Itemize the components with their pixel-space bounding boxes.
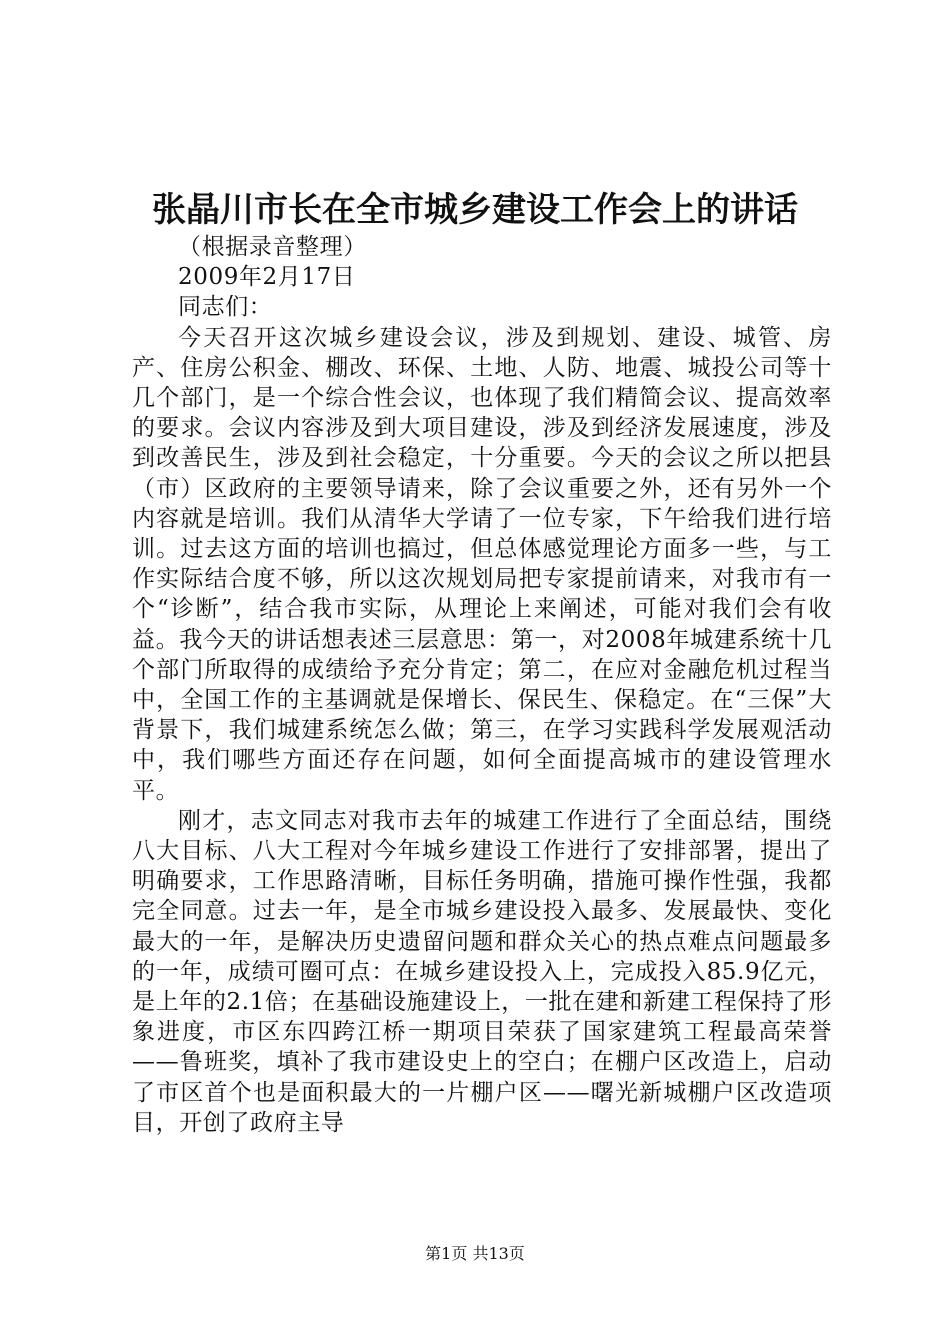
body-paragraph-1: 今天召开这次城乡建设会议，涉及到规划、建设、城管、房产、住房公积金、棚改、环保、土地、人防、地震、城投公司等十几个部门，是一个综合性会议，也体现了我们精简会议、提高效率的要求。会议内容涉及到大项目建设，涉及到经济发展速度，涉及到改善民生，涉及到社会稳定，十分重要。今天的会议之所以把县（市）区政府的主要领导请来，除了会议重要之外，还有另外一个内容就是培训。我们从清华大学请了一位专家，下午给我们进行培训。过去这方面的培训也搞过，但总体感觉理论方面多一些，与工作实际结合度不够，所以这次规划局把专家提前请来，对我市有一个“诊断”，结合我市实际，从理论上来阐述，可能对我们会有收益。我今天的讲话想表述三层意思：第一，对2008年城建系统十几个部门所取得的成绩给予充分肯定；第二，在应对金融危机过程当中，全国工作的主基调就是保增长、保民生、保稳定。在“三保”大背景下，我们城建系统怎么做；第三，在学习实践科学发展观活动中，我们哪些方面还存在问题，如何全面提高城市的建设管理水平。 <box>132 324 832 804</box>
page-footer: 第1页 共13页 <box>425 1244 525 1263</box>
salutation: 同志们： <box>178 294 273 321</box>
document-title: 张晶川市长在全市城乡建设工作会上的讲话 <box>152 190 798 230</box>
body-paragraph-2: 刚才，志文同志对我市去年的城建工作进行了全面总结，围绕八大目标、八大工程对今年城乡建设工作进行了安排部署，提出了明确要求，工作思路清晰，目标任务明确，措施可操作性强，我都完全同意。过去一年，是全市城乡建设投入最多、发展最快、变化最大的一年，是解决历史遗留问题和群众关心的热点难点问题最多的一年，成绩可圈可点：在城乡建设投入上，完成投入85.9亿元，是上年的2.1倍；在基础设施建设上，一批在建和新建工程保持了形象进度，市区东四跨江桥一期项目荣获了国家建筑工程最高荣誉——鲁班奖，填补了我市建设史上的空白；在棚户区改造上，启动了市区首个也是面积最大的一片棚户区——曙光新城棚户区改造项目，开创了政府主导 <box>132 807 832 1136</box>
recording-note: （根据录音整理） <box>178 234 367 260</box>
speech-date: 2009年2月17日 <box>178 264 356 291</box>
document-body <box>132 232 832 1138</box>
